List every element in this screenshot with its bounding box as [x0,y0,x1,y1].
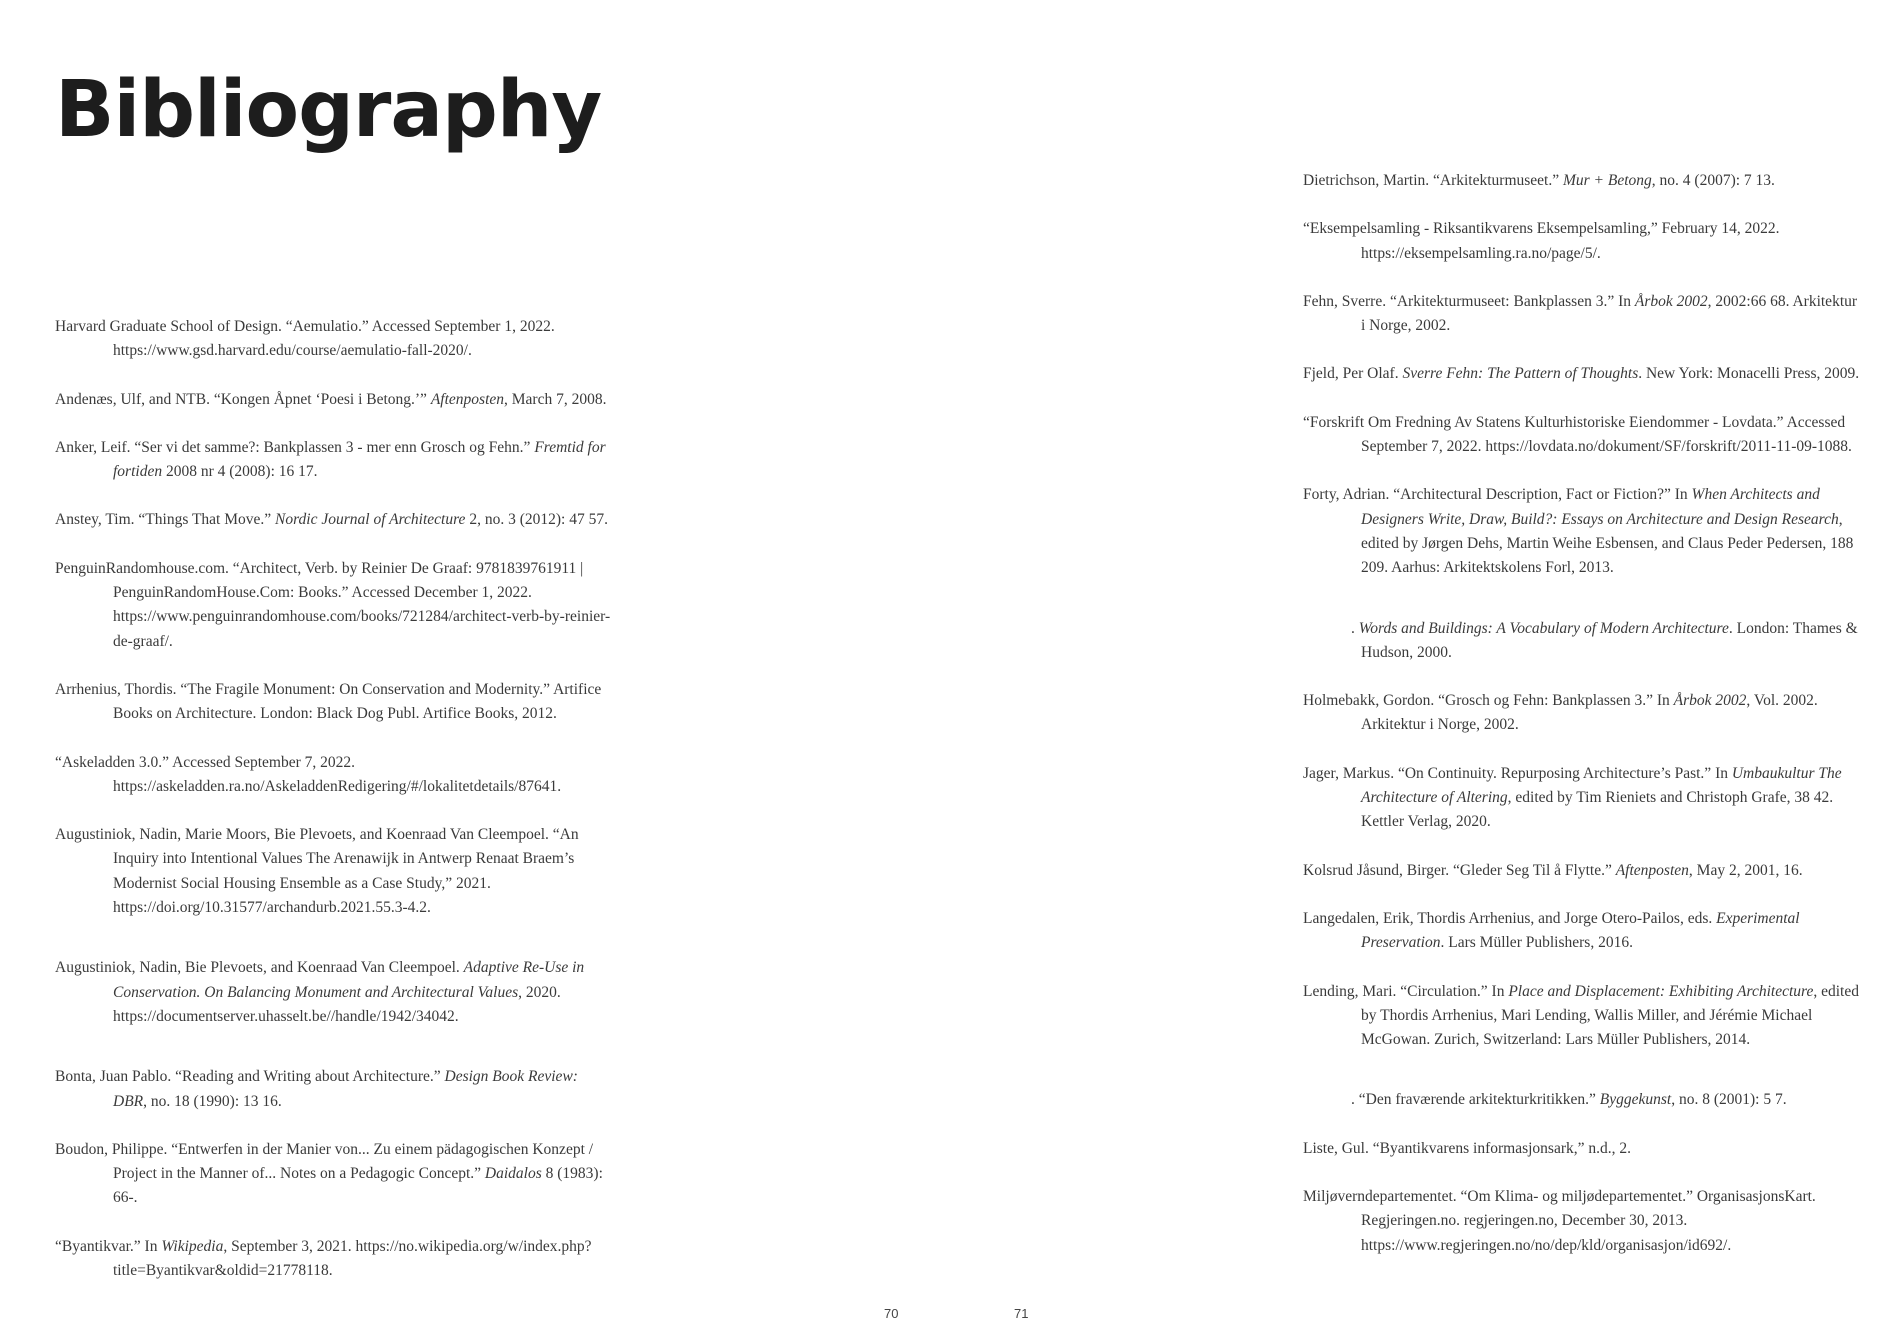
entry-text: . [1351,619,1359,637]
entry-text: “Eksempelsamling - Riksantikvarens Eksempelsamling,” February 14, 2022. https://eksempelsamling.ra.no/page/5/. [1303,220,1780,262]
entry-italic-text: Adaptive Re-Use in Conservation. On Balancing Monument and Architectural Values [113,959,585,1001]
bibliography-entry [55,557,615,654]
entry-text: , no. 8 (2001): 5 7. [1671,1091,1787,1109]
bibliography-entry [55,956,615,1029]
entry-text: , March 7, 2008. [504,390,607,408]
entry-italic-text: When Architects and Designers Write, Draw, Build?: Essays on Architecture and Design Research [1361,486,1839,528]
bibliography-entry [1303,411,1863,460]
entry-italic-text: Mur + Betong [1562,172,1652,189]
entry-italic-text: Fremtid for fortiden [113,438,606,481]
bibliography-entry [1303,1185,1863,1258]
entry-text: “Forskrift Om Fredning Av Statens Kulturhistoriske Eiendommer - Lovdata.” Accessed September 7, 2022. https://lovdata.no/dokument/SF/forskrift/2011-11-09-1088. [1303,413,1852,456]
page-title: Bibliography [55,65,602,155]
entry-text: , Vol. 2002. Arkitektur i Norge, 2002. [1361,692,1818,734]
entry-text: Liste, Gul. “Byantikvarens informasjonsark,” n.d., 2. [1303,1139,1632,1157]
bibliography-entry [1303,362,1863,386]
bibliography-entry [55,1235,615,1284]
bibliography-entry [1303,169,1863,193]
entry-text: , edited by Thordis Arrhenius, Mari Lending, Wallis Miller, and Jérémie Michael McGowan. Zurich, Switzerland: Lars Müller Publishers, 2014. [1361,982,1859,1049]
entry-text: Harvard Graduate School of Design. “Aemulatio.” Accessed September 1, 2022. https://www.gsd.harvard.edu/course/aemulatio-fall-2020/. [55,318,555,360]
entry-italic-text: Wikipedia [161,1237,224,1255]
entry-text: , edited by Jørgen Dehs, Martin Weihe Esbensen, and Claus Peder Pedersen, 188 209. Aarhus: Arkitektskolens Forl, 2013. [1361,510,1854,577]
bibliography-entry [55,751,615,800]
bibliography-entry [1303,1088,1863,1112]
entry-text: Forty, Adrian. “Architectural Description, Fact or Fiction?” In [1303,486,1692,504]
entry-text: Augustiniok, Nadin, Bie Plevoets, and Koenraad Van Cleempoel. [55,959,464,977]
entry-text: Bonta, Juan Pablo. “Reading and Writing about Architecture.” [55,1068,445,1086]
entry-text: . London: Thames & Hudson, 2000. [1361,619,1858,661]
bibliography-entry [1303,907,1863,956]
entry-text: Fjeld, Per Olaf. [1303,365,1403,383]
entry-text: Holmebakk, Gordon. “Grosch og Fehn: Bankplassen 3.” In [1303,692,1674,710]
bibliography-entry [55,823,615,920]
entry-text: 2, no. 3 (2012): 47 57. [465,511,608,529]
entry-text: , May 2, 2001, 16. [1688,861,1803,879]
bibliography-entry [55,678,615,727]
entry-text: Boudon, Philippe. “Entwerfen in der Manier von... Zu einem pädagogischen Konzept / Project in the Manner of... Notes on a Pedagogic Concept.” [55,1140,594,1183]
entry-text: , 2002:66 68. Arkitektur i Norge, 2002. [1361,292,1858,335]
entry-italic-text: Words and Buildings: A Vocabulary of Modern Architecture [1358,619,1729,637]
bibliography-entry [1303,1137,1863,1161]
entry-text: PenguinRandomhouse.com. “Architect, Verb. by Reinier De Graaf: 9781839761911 | PenguinRandomHouse.Com: Books.” Accessed December 1, 2022. https://www.penguinrandomhouse.com/books/721284/architect-verb-by-reinier-de-graaf/. [55,559,611,650]
entry-italic-text: Sverre Fehn: The Pattern of Thoughts [1402,365,1639,383]
entry-italic-text: Årbok 2002 [1673,692,1747,710]
entry-text: “Askeladden 3.0.” Accessed September 7, 2022. https://askeladden.ra.no/AskeladdenRedigering/#/lokalitetdetails/87641. [55,753,562,795]
bibliography-entry [1303,689,1863,738]
bibliography-entry [1303,762,1863,835]
entry-text: Augustiniok, Nadin, Marie Moors, Bie Plevoets, and Koenraad Van Cleempoel. “An Inquiry into Intentional Values The Arenawijk in Antwerp Renaat Braem’s Modernist Social Housing Ensemble as a Case Study,” 2021. https://doi.org/10.31577/archandurb.2021.55.3-4.2. [55,826,579,917]
entry-italic-text: Experimental Preservation [1361,909,1800,952]
bibliography-entry [1303,483,1863,580]
bibliography-entry [1303,980,1863,1053]
bibliography-entry [1303,859,1863,883]
entry-text: Kolsrud Jåsund, Birger. “Gleder Seg Til å Flytte.” [1303,861,1616,879]
entry-text: , September 3, 2021. https://no.wikipedia.org/w/index.php?title=Byantikvar&oldid=21778118. [113,1237,592,1280]
entry-text: . “Den fraværende arkitekturkritikken.” [1351,1091,1600,1109]
entry-italic-text: Umbaukultur The Architecture of Altering [1361,764,1842,807]
entry-text: Miljøverndepartementet. “Om Klima- og miljødepartementet.” OrganisasjonsKart. Regjeringen.no. regjeringen.no, December 30, 2013. https://www.regjeringen.no/no/dep/kld/organisasjon/id692/. [1303,1188,1816,1254]
entry-italic-text: Design Book Review: DBR [113,1068,578,1110]
bibliography-entry [55,436,615,485]
entry-text: 2008 nr 4 (2008): 16 17. [162,463,318,481]
entry-italic-text: Daidalos [484,1165,542,1183]
entry-text: Jager, Markus. “On Continuity. Repurposing Architecture’s Past.” In [1303,764,1732,782]
bibliography-right-column [1303,169,1863,1282]
entry-text: Langedalen, Erik, Thordis Arrhenius, and Jorge Otero-Pailos, eds. [1303,909,1717,927]
bibliography-entry [55,1065,615,1114]
entry-text: . New York: Monacelli Press, 2009. [1638,365,1860,383]
entry-italic-text: Byggekunst [1599,1091,1672,1109]
entry-italic-text: Årbok 2002 [1634,292,1708,310]
page-number-left: 70 [884,1306,899,1321]
entry-text: , no. 4 (2007): 7 13. [1651,172,1775,189]
entry-text: , no. 18 (1990): 13 16. [143,1092,282,1110]
bibliography-entry [1303,290,1863,339]
entry-text: Anker, Leif. “Ser vi det samme?: Bankplassen 3 - mer enn Grosch og Fehn.” [55,438,535,456]
entry-text: “Byantikvar.” In [55,1237,162,1255]
entry-italic-text: Aftenposten [1615,861,1689,879]
bibliography-entry [1303,217,1863,266]
bibliography-entry [1303,617,1863,666]
entry-text: Andenæs, Ulf, and NTB. “Kongen Åpnet ‘Poesi i Betong.’” [55,390,431,408]
entry-text: , edited by Tim Rieniets and Christoph Grafe, 38 42. Kettler Verlag, 2020. [1361,789,1834,831]
entry-text: 8 (1983): 66-. [113,1165,603,1207]
bibliography-entry [55,315,615,364]
entry-italic-text: Nordic Journal of Architecture [275,511,466,529]
entry-text: Arrhenius, Thordis. “The Fragile Monument: On Conservation and Modernity.” Artifice Books on Architecture. London: Black Dog Publ. Artifice Books, 2012. [55,680,602,723]
bibliography-entry [55,1138,615,1211]
entry-text: . Lars Müller Publishers, 2016. [1440,934,1633,952]
bibliography-left-column [55,315,615,1307]
entry-text: Dietrichson, Martin. “Arkitekturmuseet.” [1303,172,1563,189]
page-number-right: 71 [1014,1306,1029,1321]
entry-text: Anstey, Tim. “Things That Move.” [55,511,276,529]
entry-text: , 2020. https://documentserver.uhasselt.be//handle/1942/34042. [113,983,561,1025]
bibliography-entry [55,508,615,532]
entry-italic-text: Place and Displacement: Exhibiting Architecture [1508,982,1814,1000]
entry-text: Lending, Mari. “Circulation.” In [1303,982,1509,1000]
entry-text: Fehn, Sverre. “Arkitekturmuseet: Bankplassen 3.” In [1303,292,1635,310]
bibliography-entry [55,388,615,412]
entry-italic-text: Aftenposten [430,390,505,408]
